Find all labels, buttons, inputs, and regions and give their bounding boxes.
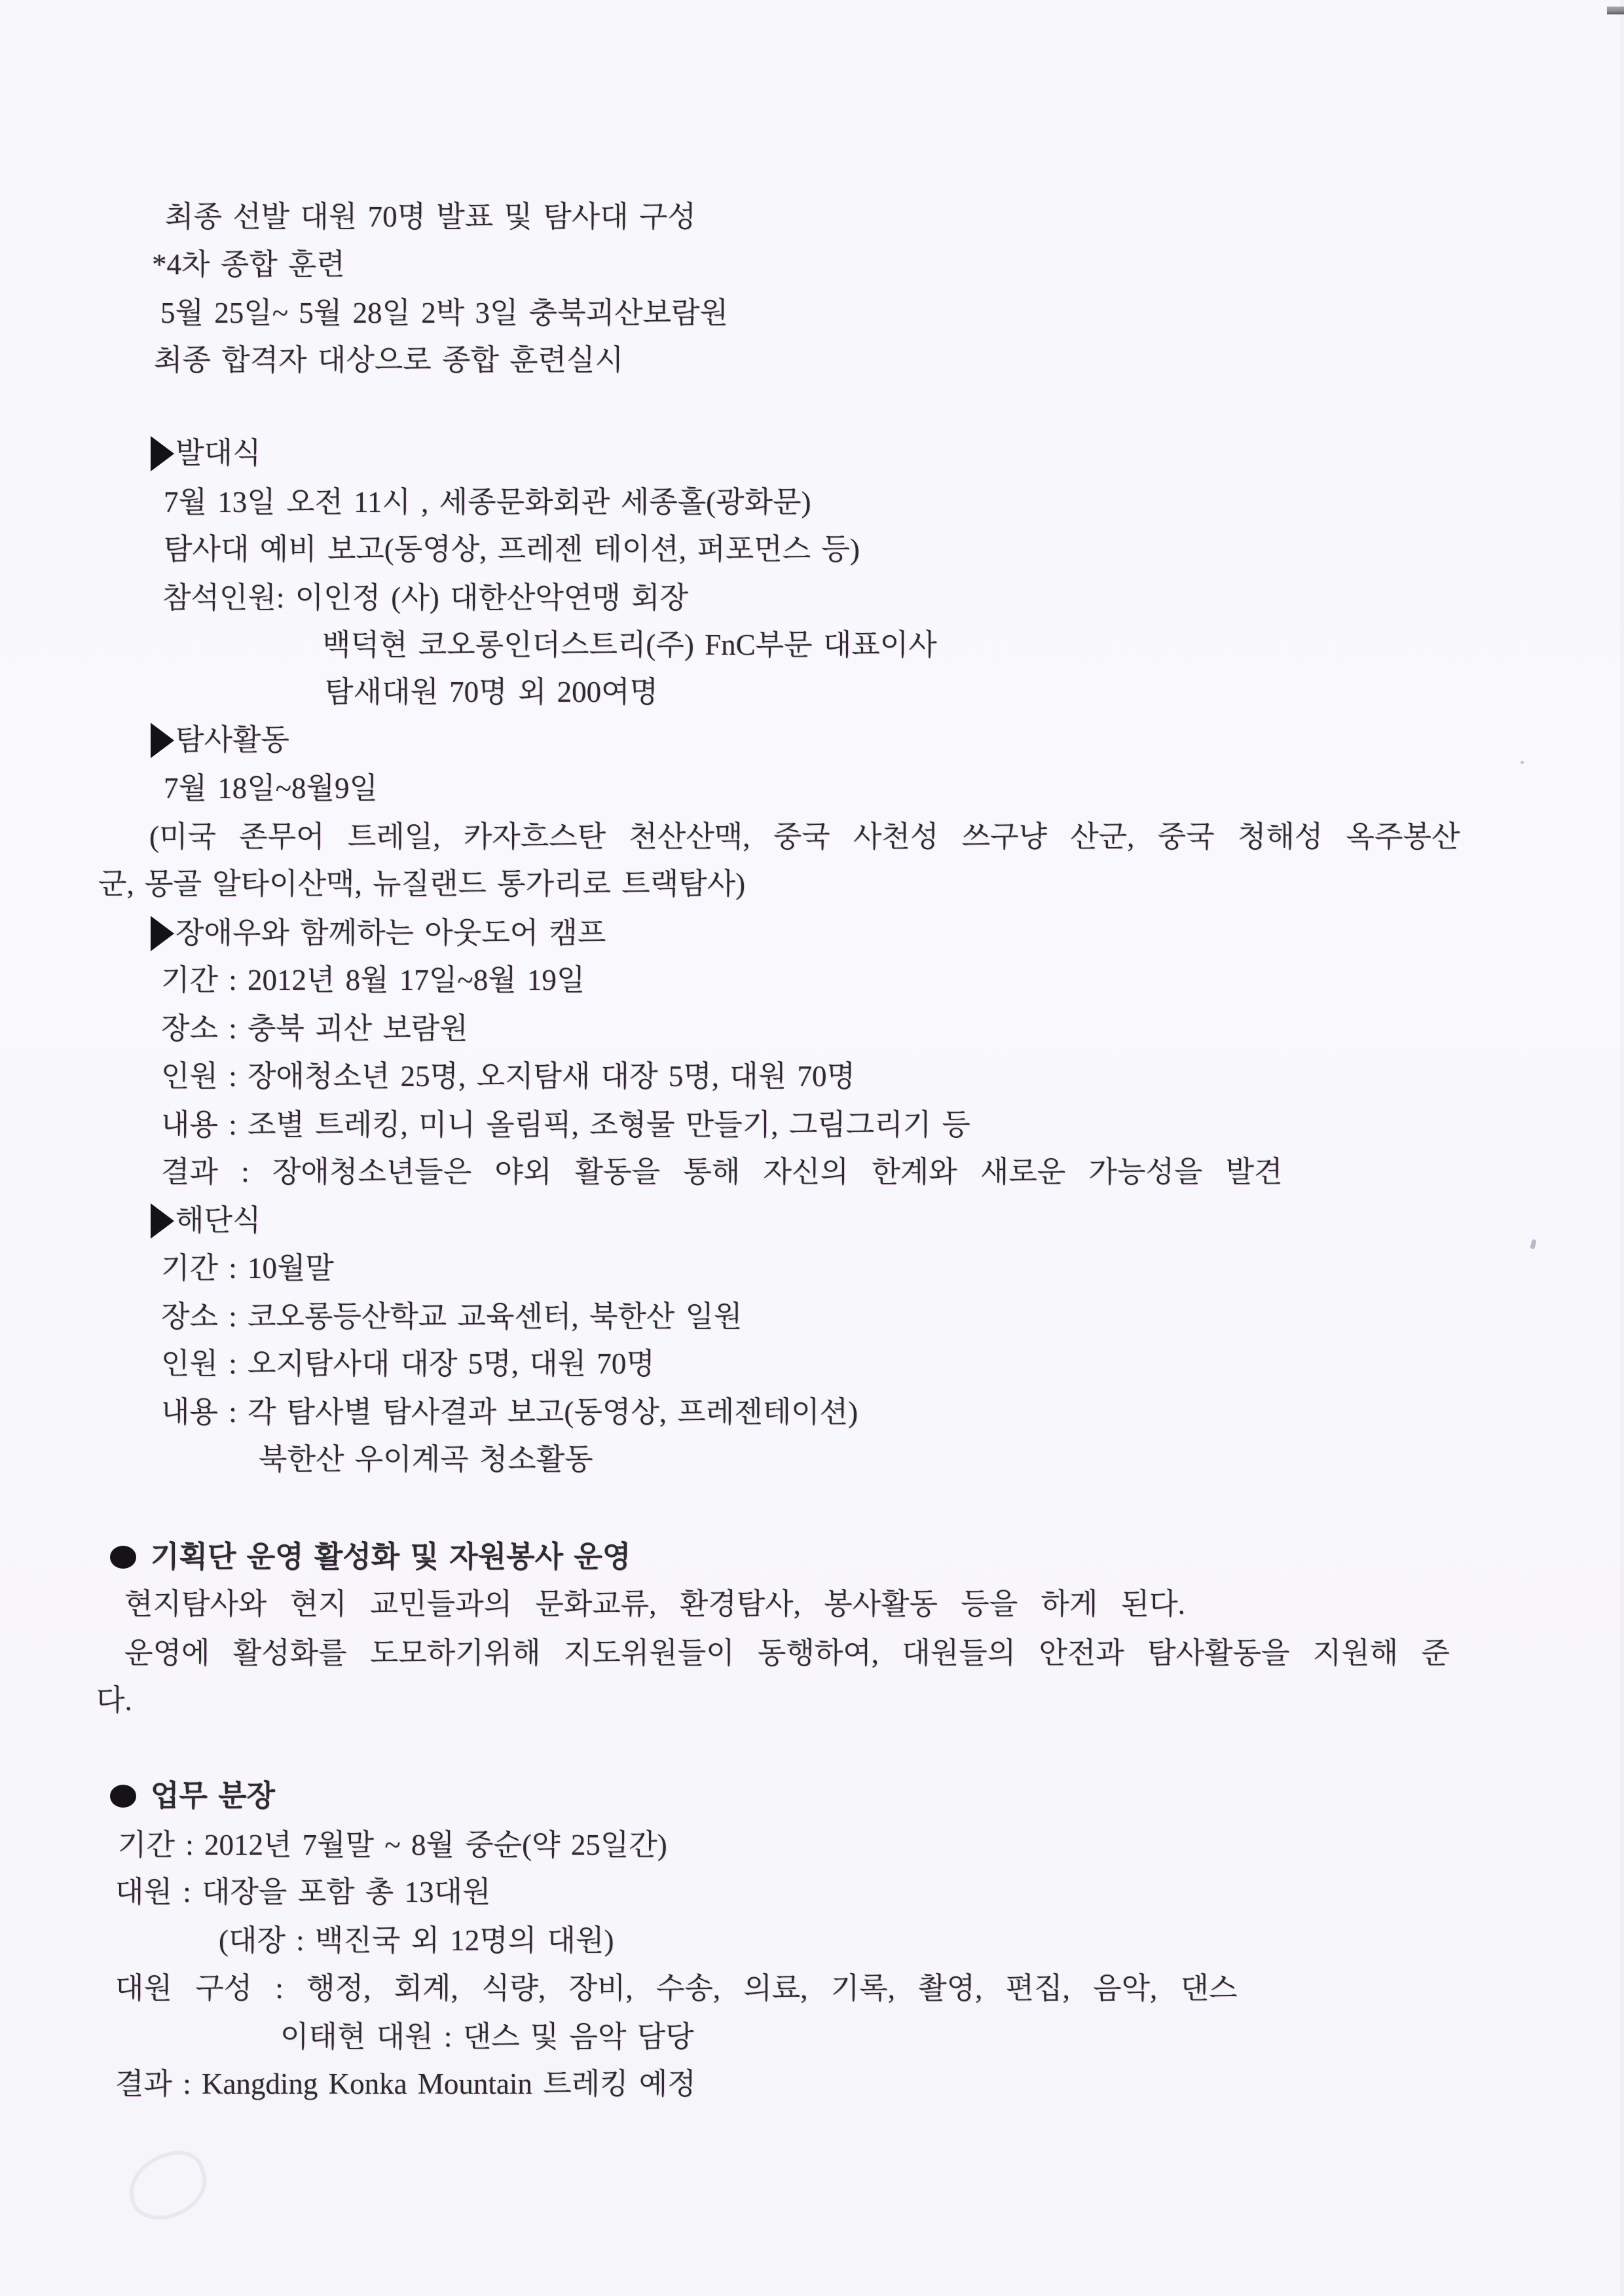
text-line	[154, 341, 623, 379]
text-line	[115, 1969, 1237, 2007]
line-text: 참석인원: 이인정 (사) 대한산악연맹 회장	[162, 581, 688, 614]
scan-artifact-dot	[1521, 761, 1524, 764]
arrow-marker-icon	[151, 436, 174, 471]
line-text: 장소 : 충북 괴산 보람원	[161, 1012, 468, 1045]
text-line	[219, 1922, 614, 1959]
text-line	[280, 2018, 694, 2056]
line-text: (대장 : 백진국 외 12명의 대원)	[219, 1924, 614, 1957]
line-text: *4차 종합 훈련	[152, 248, 345, 281]
text-line	[164, 530, 860, 568]
text-line	[325, 673, 658, 711]
line-text: 인원 : 오지탐사대 대장 5명, 대원 70명	[161, 1347, 655, 1380]
line-text: 최종 합격자 대상으로 종합 훈련실시	[154, 344, 624, 376]
line-text: 대원 : 대장을 포함 총 13대원	[115, 1876, 491, 1908]
text-line	[124, 1585, 1185, 1623]
arrow-marker-icon	[151, 1203, 174, 1239]
line-text: 장소 : 코오롱등산학교 교육센터, 북한산 일원	[161, 1300, 743, 1333]
arrow-marker-icon	[151, 916, 174, 951]
text-line	[160, 294, 728, 332]
scan-artifact-speck	[1530, 1239, 1536, 1249]
line-text: 기간 : 2012년 7월말 ~ 8월 중순(약 25일간)	[118, 1829, 667, 1861]
line-text: 결과 : Kangding Konka Mountain 트레킹 예정	[115, 2068, 696, 2100]
major-heading-line	[110, 1538, 631, 1576]
line-text: (미국 존무어 트레일, 카자흐스탄 천산산맥, 중국 사천성 쓰구냥 산군, 중국 청해성 옥주봉산	[149, 820, 1460, 853]
text-line	[164, 483, 811, 521]
line-text: 군, 몽골 알타이산맥, 뉴질랜드 통가리로 트랙탐사)	[98, 867, 746, 900]
text-line	[96, 1681, 132, 1719]
text-line	[161, 961, 585, 999]
text-line	[259, 1440, 593, 1478]
line-text: 이태현 대원 : 댄스 및 음악 담당	[280, 2020, 694, 2053]
line-text: 내용 : 각 탐사별 탐사결과 보고(동영상, 프레젠테이션)	[161, 1396, 858, 1429]
line-text: 업무 분장	[151, 1779, 276, 1812]
text-line	[161, 1057, 855, 1095]
line-text: 운영에 활성화를 도모하기위해 지도위원들이 동행하여, 대원들의 안전과 탐사활동을 지원해 준	[124, 1637, 1450, 1669]
text-line	[152, 246, 345, 283]
text-line	[161, 1249, 334, 1287]
text-line	[322, 626, 937, 664]
text-line	[161, 1298, 742, 1336]
line-text: 현지탐사와 현지 교민들과의 문화교류, 환경탐사, 봉사활동 등을 하게 된다.	[124, 1588, 1185, 1620]
line-text: 5월 25일~ 5월 28일 2박 3일 충북괴산보람원	[160, 297, 728, 329]
line-text: 대원 구성 : 행정, 회계, 식량, 장비, 수송, 의료, 기록, 촬영, 편집, 음악, 댄스	[115, 1972, 1238, 2005]
text-line	[161, 1153, 1283, 1191]
text-line	[165, 198, 696, 236]
line-text: 내용 : 조별 트레킹, 미니 올림픽, 조형물 만들기, 그림그리기 등	[161, 1108, 970, 1141]
line-text: 발대식	[175, 437, 261, 469]
text-line	[118, 1826, 667, 1864]
arrow-marker-icon	[151, 723, 174, 758]
section-heading-line	[151, 434, 261, 472]
line-text: 탐새대원 70명 외 200여명	[325, 676, 659, 708]
line-text: 7월 13일 오전 11시 , 세종문화회관 세종홀(광화문)	[164, 486, 811, 519]
section-heading-line	[151, 914, 606, 952]
section-heading-line	[151, 1201, 261, 1239]
text-line	[149, 818, 1460, 856]
text-line	[115, 1873, 490, 1911]
text-line	[161, 1106, 970, 1144]
line-text: 기간 : 10월말	[161, 1252, 334, 1285]
line-text: 백덕현 코오롱인더스트리(주) FnC부문 대표이사	[322, 629, 937, 661]
line-text: 탐사대 예비 보고(동영상, 프레젠 테이션, 퍼포먼스 등)	[164, 533, 860, 566]
text-line	[124, 1634, 1450, 1672]
bullet-marker-icon	[110, 1785, 136, 1808]
text-line	[115, 2065, 696, 2103]
text-line	[161, 1345, 655, 1383]
line-text: 해단식	[175, 1204, 261, 1237]
major-heading-line	[110, 1777, 275, 1815]
line-text: 북한산 우이계곡 청소활동	[259, 1443, 593, 1476]
line-text: 기획단 운영 활성화 및 자원봉사 운영	[151, 1540, 631, 1573]
line-text: 장애우와 함께하는 아웃도어 캠프	[175, 917, 606, 949]
text-line	[162, 579, 688, 617]
bullet-marker-icon	[110, 1546, 136, 1569]
line-text: 결과 : 장애청소년들은 야외 활동을 통해 자신의 한계와 새로운 가능성을 발견	[161, 1156, 1283, 1188]
line-text: 기간 : 2012년 8월 17일~8월 19일	[161, 964, 585, 996]
scan-artifact-smudge	[120, 2143, 215, 2229]
line-text: 7월 18일~8월9일	[164, 772, 378, 805]
text-line	[161, 1010, 468, 1048]
section-heading-line	[151, 721, 289, 759]
text-line	[161, 1393, 858, 1431]
line-text: 인원 : 장애청소년 25명, 오지탐새 대장 5명, 대원 70명	[161, 1060, 855, 1093]
text-line	[98, 865, 745, 903]
line-text: 최종 선발 대원 70명 발표 및 탐사대 구성	[165, 200, 696, 233]
line-text: 다.	[96, 1684, 132, 1717]
text-line	[164, 769, 378, 807]
scan-artifact-right-edge	[1620, 0, 1624, 2296]
line-text: 탐사활동	[175, 723, 289, 756]
